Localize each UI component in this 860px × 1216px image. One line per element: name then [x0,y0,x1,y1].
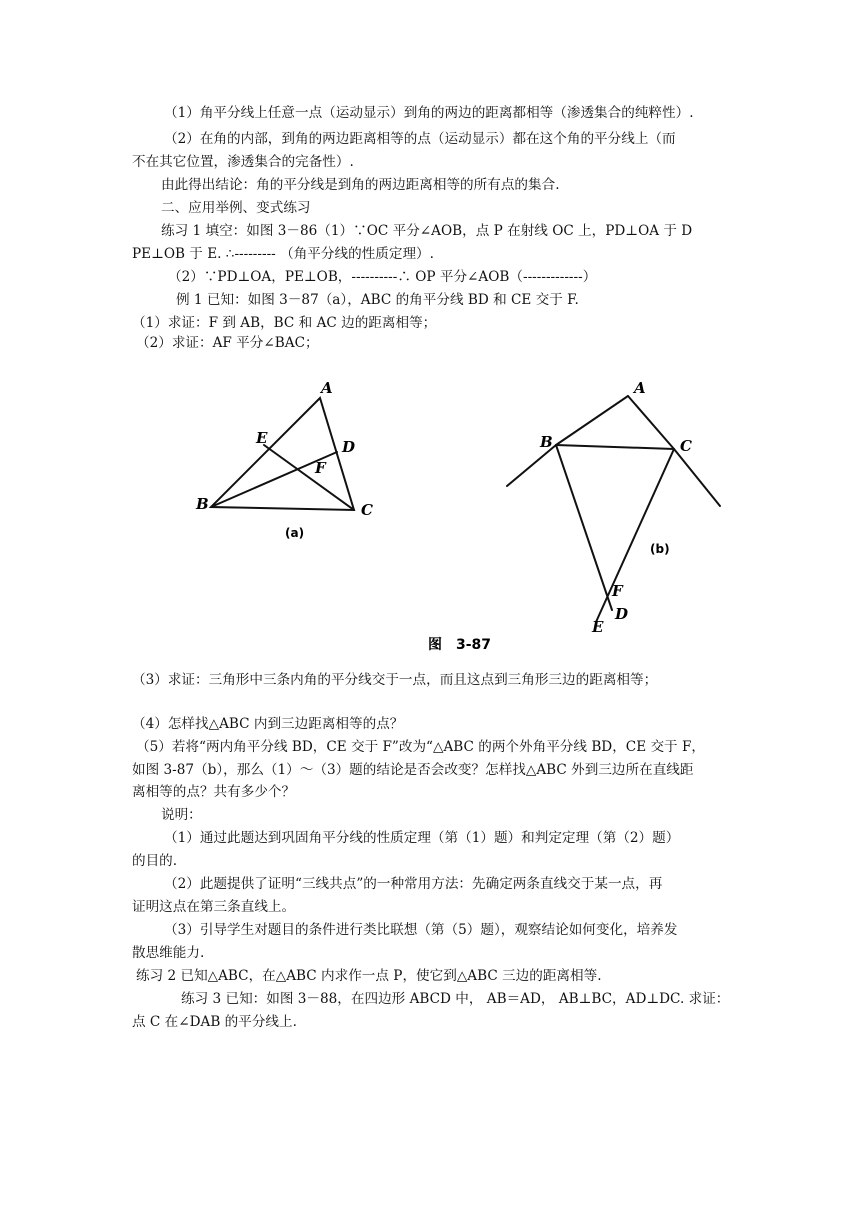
text-line-24: 练习 2 已知△ABC，在△ABC 内求作一点 P，使它到△ABC 三边的距离相等. [136,968,602,984]
label-b-E: E [592,618,604,636]
text-line-3: 不在其它位置，渗透集合的完备性）. [132,154,354,170]
text-line-11: （2）求证：AF 平分∠BAC； [136,335,319,351]
label-b-F: F [612,582,623,600]
label-b-C: C [680,437,692,455]
label-b-B: B [540,433,553,451]
text-line-9: 例 1 已知：如图 3－87（a），ABC 的角平分线 BD 和 CE 交于 F. [176,292,579,308]
text-line-19: 的目的. [132,853,178,869]
exterior-line-left [507,445,556,486]
text-line-4: 由此得出结论：角的平分线是到角的两边距离相等的所有点的集合. [161,177,560,193]
text-line-8: （2）∵PD⊥OA，PE⊥OB，----------∴ OP 平分∠AOB（-------------） [168,269,597,285]
text-line-15: 如图 3-87（b），那么（1）～（3）题的结论是否会改变？怎样找△ABC 外到三边所在直线距 [132,762,694,778]
text-line-21: 证明这点在第三条直线上。 [132,899,296,915]
text-line-26: 点 C 在∠DAB 的平分线上. [132,1014,297,1030]
side-ba [556,396,628,445]
text-line-22: （3）引导学生对题目的条件进行类比联想（第（5）题），观察结论如何变化，培养发 [164,922,678,938]
figure-3-87 [0,360,860,660]
text-line-14: （5）若将“两内角平分线 BD，CE 交于 F”改为“△ABC 的两个外角平分线 BD，CE 交于 F， [136,739,705,755]
side-bc [556,445,674,449]
text-line-1: （1）角平分线上任意一点（运动显示）到角的两边的距离都相等（渗透集合的纯粹性）. [164,105,694,121]
caption-a: (a) [285,526,305,540]
text-line-12: （3）求证：三角形中三条内角的平分线交于一点，而且这点到三角形三边的距离相等； [132,672,658,688]
side-ac [628,396,674,449]
text-line-2: （2）在角的内部，到角的两边距离相等的点（运动显示）都在这个角的平分线上（而 [164,131,676,147]
bisector-bd-b [556,445,612,610]
text-line-5: 二、应用举例、变式练习 [161,200,311,216]
bisector-ce-b [596,449,674,622]
text-line-18: （1）通过此题达到巩固角平分线的性质定理（第（1）题）和判定定理（第（2）题） [164,830,680,846]
label-a-F: F [315,459,326,477]
label-a-E: E [256,429,268,447]
text-line-25: 练习 3 已知：如图 3－88，在四边形 ABCD 中， AB＝AD， AB⊥BC，AD⊥DC. 求证： [181,991,730,1007]
text-line-7: PE⊥OB 于 E. ∴--------- （角平分线的性质定理）. [132,246,434,262]
exterior-line-right [674,449,720,506]
label-a-C: C [361,501,373,519]
label-a-A: A [321,379,333,397]
text-line-23: 散思维能力. [132,945,205,961]
label-b-A: A [634,379,646,397]
label-a-B: B [196,495,209,513]
label-a-D: D [342,438,356,456]
text-line-10: （1）求证：F 到 AB，BC 和 AC 边的距离相等； [132,315,437,331]
text-line-13: （4）怎样找△ABC 内到三边距离相等的点？ [132,716,404,732]
text-line-17: 说明： [161,807,202,823]
text-line-6: 练习 1 填空：如图 3－86（1）∵OC 平分∠AOB，点 P 在射线 OC 上，PD⊥OA 于 D [161,223,693,239]
text-line-16: 离相等的点？共有多少个？ [132,784,296,800]
figure-title: 图 3-87 [428,637,492,653]
caption-b: (b) [650,542,670,556]
label-b-D: D [615,605,629,623]
text-line-20: （2）此题提供了证明“三线共点”的一种常用方法：先确定两条直线交于某一点，再 [164,876,663,892]
